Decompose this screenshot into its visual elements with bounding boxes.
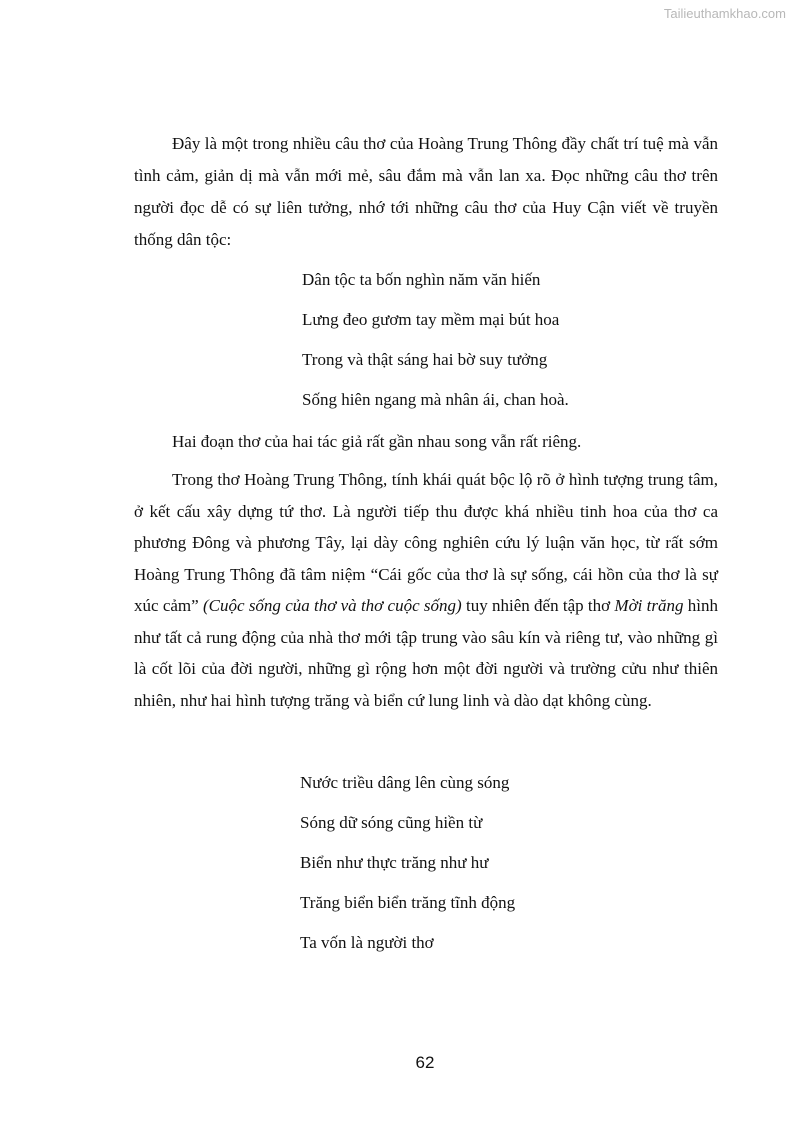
analysis-text-3: hình như tất cả rung động của nhà thơ mới tập trung vào sâu kín và riêng tư, vào những gì là cốt lõi của đời người, những gì rộng hơn một đời người và trường cửu như thiên nhiên, như hai hình tượng trăng và biển cứ lung linh và dào dạt không cùng. [134,596,719,710]
poem-line: Dân tộc ta bốn nghìn năm văn hiến [302,270,541,289]
analysis-work-title-1: (Cuộc sống của thơ và thơ cuộc sống) [202,596,462,615]
poem-hoang-trung-thong [300,763,718,963]
poem-line: Sống hiên ngang mà nhân ái, chan hoà. [302,390,569,409]
poem-line: Sóng dữ sóng cũng hiền từ [300,813,483,832]
page-number: 62 [415,1053,435,1072]
poem-line: Biển như thực trăng như hư [300,853,489,872]
page-content [134,128,718,963]
poem-line: Trong và thật sáng hai bờ suy tưởng [302,350,548,369]
poem-line: Nước triều dâng lên cùng sóng [300,773,510,792]
poem-line: Ta vốn là người thơ [300,933,434,952]
paragraph-comparison: Hai đoạn thơ của hai tác giả rất gần nhau song vẫn rất riêng. [172,432,582,451]
poem-huy-can [302,260,718,420]
poem-line: Lưng đeo gươm tay mềm mại bút hoa [302,310,560,329]
paragraph-intro: Đây là một trong nhiều câu thơ của Hoàng Trung Thông đầy chất trí tuệ mà vẫn tình cảm, giản dị mà vẫn mới mẻ, sâu đắm mà vẫn lan xa. Đọc những câu thơ trên người đọc dễ có sự liên tưởng, nhớ tới những câu thơ của Huy Cận viết về truyền thống dân tộc: [134,134,718,249]
analysis-text-1: Trong thơ Hoàng Trung Thông, tính khái quát bộc lộ rõ ở hình tượng trung tâm, ở kết cấu xây dựng tứ thơ. Là người tiếp thu được khá nhiều tinh hoa của thơ ca phương Đông và phương Tây, lại dày công nghiên cứu lý luận văn học, từ rất sớm Hoàng Trung Thông đã tâm niệm “Cái gốc của thơ là sự sống, cái hồn của thơ là sự xúc cảm” [134,470,718,615]
analysis-work-title-2: Mời trăng [614,596,684,615]
watermark: Tailieuthamkhao.com [663,6,786,21]
analysis-text-2: tuy nhiên đến tập thơ [461,596,615,615]
poem-line: Trăng biển biển trăng tĩnh động [300,893,516,912]
paragraph-analysis [134,464,718,716]
